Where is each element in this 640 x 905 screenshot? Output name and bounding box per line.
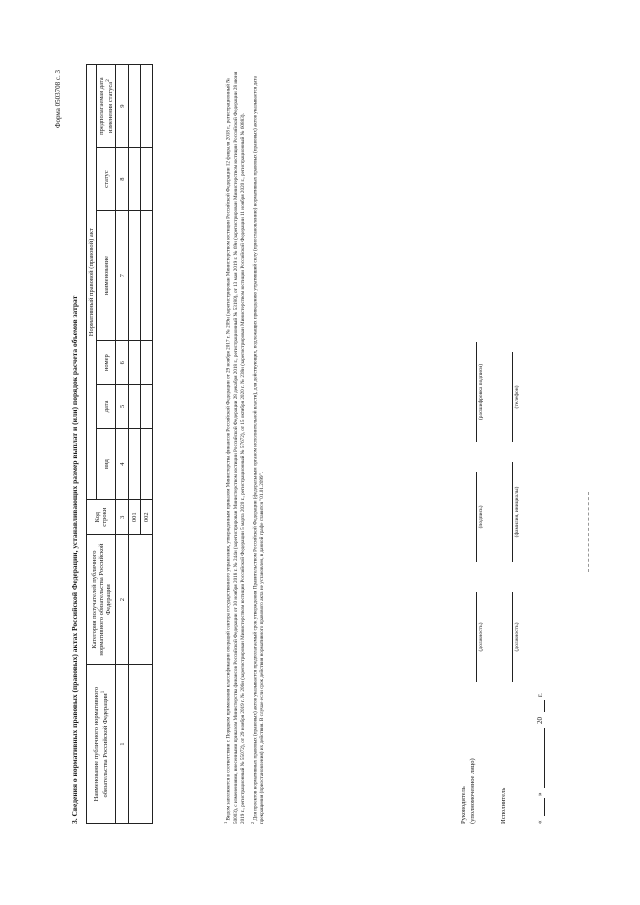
header-row-code: Код строки xyxy=(87,500,116,534)
cell-row-code: 001 xyxy=(129,500,141,534)
header-act-number: номер xyxy=(97,341,116,385)
head-signature-caption: (подпись) xyxy=(478,505,484,529)
date-year-prefix: 20 xyxy=(536,717,544,724)
head-label: Руководитель xyxy=(460,786,467,824)
footnote-1: $^1$ Видом заполняется в соответствии с Порядком применения классификации операций сектора государственного управления, утвержденным приказом Министерства финансов Российской Федерации от 29 ноября 2017 г. № 209н (зарегистрирован Министерством юстиции Российской Федерации 12 февраля 2018 г., регистрационный № 50003), с изменениями, внесенными приказом Министерства финансов Российской Федерации от 30 ноября 2018 г. № 244н (зарегистрирован Министерством юстиции Российской Федерации 28 декабря 2018 г., регистрационный № 53180), от 13 мая 2019 г. № 69н (зарегистрирован Министерством юстиции Российской Федерации 28 июня 2019 г., регистрационный № 55072), от 29 ноября 2019 г. № 206н (зарегистрирован Министерством юстиции Российской Федерации 5 марта 2020 г., регистрационный № 57672), от 15 октября 2020 г. № 238н (зарегистрирован Министерством юстиции Российской Федерации 11 ноября 2020 г., регистрационный № 60883). xyxy=(223,71,246,824)
column-number: 9 xyxy=(116,65,129,148)
cell-act-status xyxy=(141,148,153,211)
date-year-line xyxy=(544,700,545,712)
header-recipient-category: Категория получателей публичного нормативного обязательства Российской Федерации xyxy=(87,534,116,664)
cell-act-number xyxy=(129,341,141,385)
date-quote-close: » xyxy=(536,792,544,796)
head-decoding-caption: (расшифровка подписи) xyxy=(478,363,484,421)
header-act-date: дата xyxy=(97,385,116,429)
footnote-2: $^2$ Для проектов нормативных правовых (правовых) актов указывается предполагаемый срок утверждения Правительством Российской Федерации (федеральным органом исполнительной власти), для действующих, подлежащих приведению утративший силу (приостановлению) нормативных правовых (правовых) актов указывается дата прекращения (приостановления) их действия. В случае если срок действия нормативного правового акта не установлен, в данной графе ставится "01.01.2099". xyxy=(249,76,266,824)
cell-act-status xyxy=(129,148,141,211)
cell-act-number xyxy=(141,341,153,385)
head-sublabel: (уполномоченное лицо) xyxy=(469,758,476,824)
header-obligation-name: Наименование публичного нормативного обязательства Российской Федерации$^1$ xyxy=(87,665,116,824)
cell-recipient-category xyxy=(129,534,153,664)
page-bottom-divider xyxy=(588,492,589,572)
document-page xyxy=(40,52,600,852)
cell-act-type xyxy=(141,428,153,500)
date-year-suffix: г. xyxy=(536,693,544,697)
executor-fio-line xyxy=(512,462,513,562)
column-number: 8 xyxy=(116,148,129,211)
cell-status-change-date xyxy=(129,65,141,148)
column-number: 6 xyxy=(116,341,129,385)
cell-row-code: 002 xyxy=(141,500,153,534)
header-act-status: статус xyxy=(97,148,116,211)
section-title: 3. Сведения о нормативных правовых (правовых) актах Российской Федерации, устанавливающих размер выплат и (или) порядок расчета объемов затрат xyxy=(70,295,79,824)
header-act-name: наименование xyxy=(97,211,116,341)
head-decoding-line xyxy=(476,342,477,442)
table-header-row-1 xyxy=(87,65,97,824)
cell-status-change-date xyxy=(141,65,153,148)
normative-acts-table xyxy=(86,64,153,824)
footnote-ref-2: 2 xyxy=(105,79,111,82)
executor-phone-caption: (телефон) xyxy=(514,385,520,409)
column-numbers-row xyxy=(116,65,129,824)
head-position-caption: (должность) xyxy=(478,622,484,652)
column-number: 7 xyxy=(116,211,129,341)
footnote-ref-1: 1 xyxy=(100,690,106,694)
cell-act-name xyxy=(141,211,153,341)
form-code: Форма 0503708 с. 3 xyxy=(54,70,62,129)
column-number: 3 xyxy=(116,500,129,534)
executor-phone-line xyxy=(512,352,513,442)
footnotes xyxy=(222,64,268,824)
cell-act-date xyxy=(129,385,141,429)
head-position-line xyxy=(476,592,477,682)
column-number: 5 xyxy=(116,385,129,429)
cell-act-date xyxy=(141,385,153,429)
cell-obligation-name xyxy=(129,665,153,824)
executor-fio-caption: (фамилия, инициалы) xyxy=(514,486,520,538)
column-number: 4 xyxy=(116,428,129,500)
column-number: 2 xyxy=(116,534,129,664)
header-act-type: вид xyxy=(97,428,116,500)
executor-position-caption: (должность) xyxy=(514,622,520,652)
header-normative-act-group: Нормативный правовой (правовой) акт xyxy=(87,65,97,501)
header-status-change-date: предполагаемая дата изменения статуса$^2$ xyxy=(97,65,116,148)
executor-label: Исполнитель xyxy=(500,787,507,824)
table-row xyxy=(129,65,141,824)
date-quote-open: « xyxy=(536,820,544,824)
head-signature-line xyxy=(476,472,477,562)
date-day-line xyxy=(544,798,545,816)
column-number: 1 xyxy=(116,665,129,824)
executor-position-line xyxy=(512,592,513,682)
cell-act-name xyxy=(129,211,141,341)
cell-act-type xyxy=(129,428,141,500)
date-month-line xyxy=(544,728,545,788)
